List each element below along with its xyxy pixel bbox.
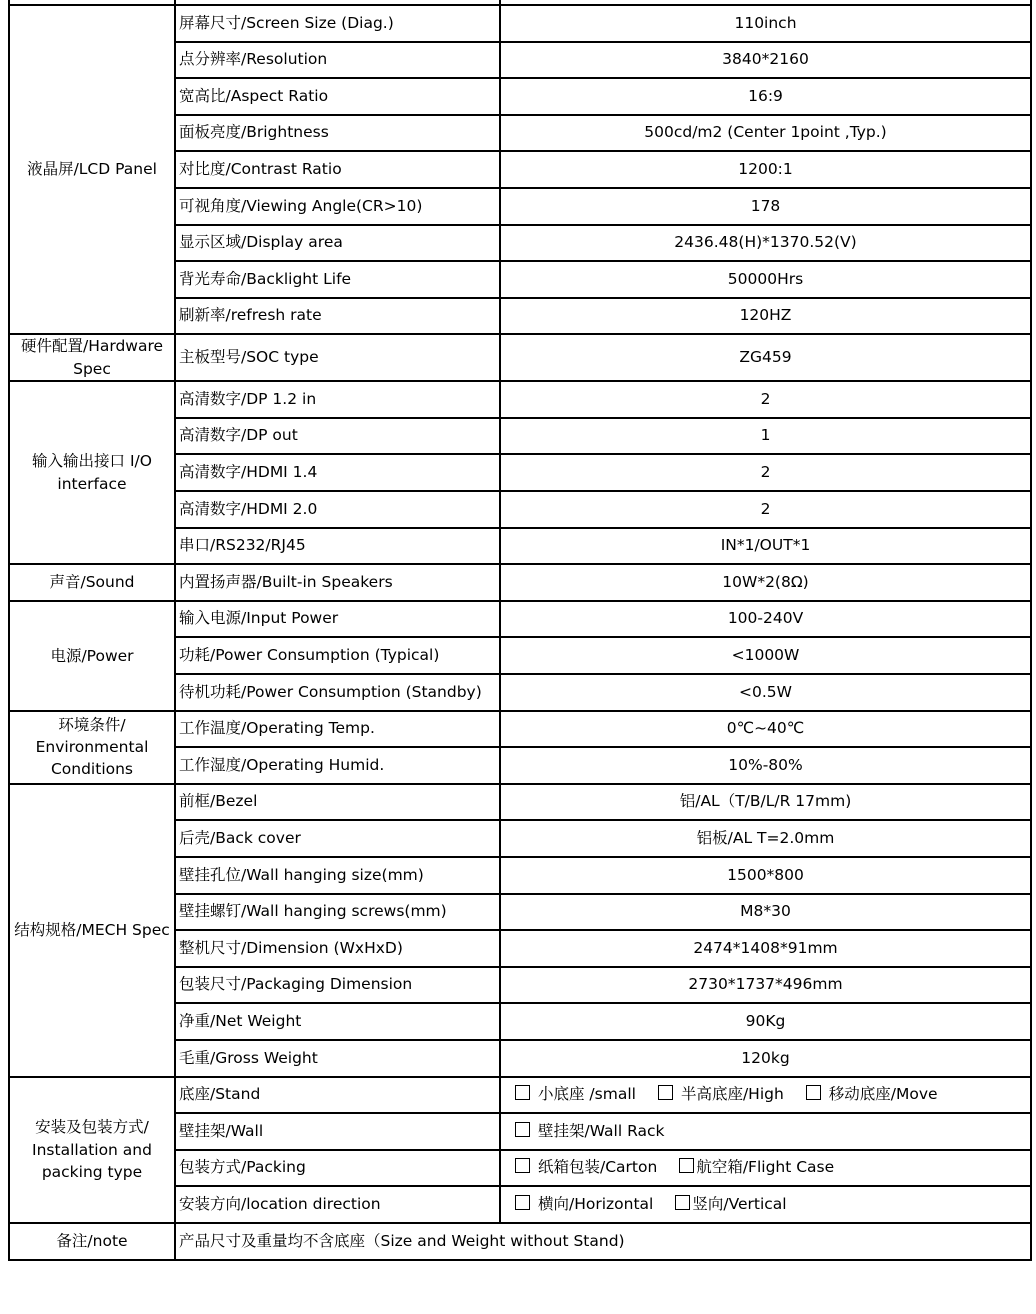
checkbox-label: 横向/Horizontal: [538, 1194, 654, 1213]
spec-value: 2436.48(H)*1370.52(V): [500, 225, 1031, 262]
spec-value: 2474*1408*91mm: [500, 930, 1031, 967]
spec-value: 铝板/AL T=2.0mm: [500, 820, 1031, 857]
category-label: 声音/Sound: [9, 564, 175, 601]
spec-item-label: 包装方式/Packing: [175, 1150, 500, 1187]
checkbox-option[interactable]: [658, 1085, 784, 1104]
spec-item-label: 净重/Net Weight: [175, 1003, 500, 1040]
spec-table: [8, 0, 1032, 1261]
checkbox-label: 纸箱包装/Carton: [538, 1158, 658, 1177]
spec-value: 2: [500, 491, 1031, 528]
spec-item-label: 工作湿度/Operating Humid.: [175, 747, 500, 784]
checkbox-label: 半高底座/High: [680, 1085, 784, 1104]
category-label: 安装及包装方式/ Installation and packing type: [9, 1077, 175, 1223]
spec-value: <0.5W: [500, 674, 1031, 711]
spec-item-label: 刷新率/refresh rate: [175, 298, 500, 335]
spec-item-label: 壁挂孔位/Wall hanging size(mm): [175, 857, 500, 894]
category-label: 硬件配置/Hardware Spec: [9, 334, 175, 381]
spec-value: 50000Hrs: [500, 261, 1031, 298]
checkbox-icon[interactable]: [515, 1158, 530, 1173]
category-label: 输入输出接口 I/O interface: [9, 381, 175, 564]
spec-item-label: 对比度/Contrast Ratio: [175, 151, 500, 188]
checkbox-option[interactable]: [515, 1195, 653, 1214]
spec-value: 1200:1: [500, 151, 1031, 188]
spec-item-label: 输入电源/Input Power: [175, 601, 500, 638]
spec-value: <1000W: [500, 637, 1031, 674]
option-group: [500, 1077, 1031, 1114]
checkbox-option[interactable]: [515, 1158, 657, 1177]
spec-value: 500cd/m2 (Center 1point ,Typ.): [500, 115, 1031, 152]
spec-value: 铝/AL（T/B/L/R 17mm): [500, 784, 1031, 821]
spec-item-label: 毛重/Gross Weight: [175, 1040, 500, 1077]
spec-value: 10W*2(8Ω): [500, 564, 1031, 601]
checkbox-label: 移动底座/Move: [828, 1085, 938, 1104]
spec-item-label: 面板亮度/Brightness: [175, 115, 500, 152]
spec-value: 16:9: [500, 78, 1031, 115]
option-group: [500, 1150, 1031, 1187]
spec-value: 2: [500, 381, 1031, 418]
spec-row: [9, 601, 1031, 638]
spec-item-label: 点分辨率/Resolution: [175, 42, 500, 79]
category-label: 备注/note: [9, 1223, 175, 1260]
checkbox-icon[interactable]: [675, 1195, 690, 1210]
checkbox-option[interactable]: [515, 1122, 665, 1141]
checkbox-label: 壁挂架/Wall Rack: [538, 1121, 665, 1140]
checkbox-label: 航空箱/Flight Case: [696, 1158, 835, 1177]
checkbox-icon[interactable]: [515, 1195, 530, 1210]
spec-value: 178: [500, 188, 1031, 225]
spec-item-label: 主板型号/SOC type: [175, 334, 500, 381]
spec-item-label: 高清数字/DP 1.2 in: [175, 381, 500, 418]
checkbox-option[interactable]: [515, 1085, 636, 1104]
spec-value: 0℃~40℃: [500, 711, 1031, 748]
spec-row: [9, 711, 1031, 748]
spec-value: 120kg: [500, 1040, 1031, 1077]
spec-value: IN*1/OUT*1: [500, 528, 1031, 565]
note-text: 产品尺寸及重量均不含底座（Size and Weight without Stand): [175, 1223, 1031, 1260]
spec-row: [9, 334, 1031, 381]
spec-item-label: 安装方向/location direction: [175, 1186, 500, 1223]
spec-item-label: 底座/Stand: [175, 1077, 500, 1114]
spec-value: 2: [500, 454, 1031, 491]
spec-row: [9, 784, 1031, 821]
spec-item-label: 可视角度/Viewing Angle(CR>10): [175, 188, 500, 225]
spec-item-label: 串口/RS232/RJ45: [175, 528, 500, 565]
spec-item-label: 高清数字/HDMI 2.0: [175, 491, 500, 528]
spec-item-label: 待机功耗/Power Consumption (Standby): [175, 674, 500, 711]
spec-item-label: 壁挂螺钉/Wall hanging screws(mm): [175, 894, 500, 931]
checkbox-icon[interactable]: [658, 1085, 673, 1100]
spec-value: ZG459: [500, 334, 1031, 381]
option-group: [500, 1186, 1031, 1223]
install-row: [9, 1077, 1031, 1114]
spec-value: 1500*800: [500, 857, 1031, 894]
spec-item-label: 内置扬声器/Built-in Speakers: [175, 564, 500, 601]
checkbox-icon[interactable]: [515, 1085, 530, 1100]
spec-table-body: [9, 0, 1031, 1260]
category-label: 电源/Power: [9, 601, 175, 711]
spec-row: [9, 5, 1031, 42]
spec-row: [9, 564, 1031, 601]
spec-item-label: 屏幕尺寸/Screen Size (Diag.): [175, 5, 500, 42]
note-row: [9, 1223, 1031, 1260]
spec-item-label: 工作温度/Operating Temp.: [175, 711, 500, 748]
checkbox-label: 小底座 /small: [538, 1085, 636, 1104]
spec-value: M8*30: [500, 894, 1031, 931]
option-group: [500, 1113, 1031, 1150]
spec-item-label: 高清数字/HDMI 1.4: [175, 454, 500, 491]
checkbox-option[interactable]: [806, 1085, 938, 1104]
spec-value: 10%-80%: [500, 747, 1031, 784]
spec-value: 110inch: [500, 5, 1031, 42]
spec-item-label: 显示区域/Display area: [175, 225, 500, 262]
checkbox-icon[interactable]: [679, 1158, 694, 1173]
checkbox-label: 竖向/Vertical: [692, 1194, 787, 1213]
category-label: 结构规格/MECH Spec: [9, 784, 175, 1077]
category-label: 液晶屏/LCD Panel: [9, 5, 175, 334]
checkbox-option[interactable]: [675, 1195, 786, 1214]
spec-item-label: 后壳/Back cover: [175, 820, 500, 857]
spec-item-label: 整机尺寸/Dimension (WxHxD): [175, 930, 500, 967]
spec-row: [9, 381, 1031, 418]
spec-value: 120HZ: [500, 298, 1031, 335]
spec-item-label: 前框/Bezel: [175, 784, 500, 821]
spec-item-label: 高清数字/DP out: [175, 418, 500, 455]
spec-value: 3840*2160: [500, 42, 1031, 79]
spec-item-label: 壁挂架/Wall: [175, 1113, 500, 1150]
checkbox-icon[interactable]: [515, 1122, 530, 1137]
spec-value: 1: [500, 418, 1031, 455]
spec-item-label: 背光寿命/Backlight Life: [175, 261, 500, 298]
checkbox-option[interactable]: [679, 1158, 834, 1177]
category-label: 环境条件/ Environmental Conditions: [9, 711, 175, 784]
spec-item-label: 包装尺寸/Packaging Dimension: [175, 967, 500, 1004]
checkbox-icon[interactable]: [806, 1085, 821, 1100]
spec-value: 100-240V: [500, 601, 1031, 638]
spec-item-label: 功耗/Power Consumption (Typical): [175, 637, 500, 674]
spec-item-label: 宽高比/Aspect Ratio: [175, 78, 500, 115]
spec-value: 2730*1737*496mm: [500, 967, 1031, 1004]
spec-value: 90Kg: [500, 1003, 1031, 1040]
